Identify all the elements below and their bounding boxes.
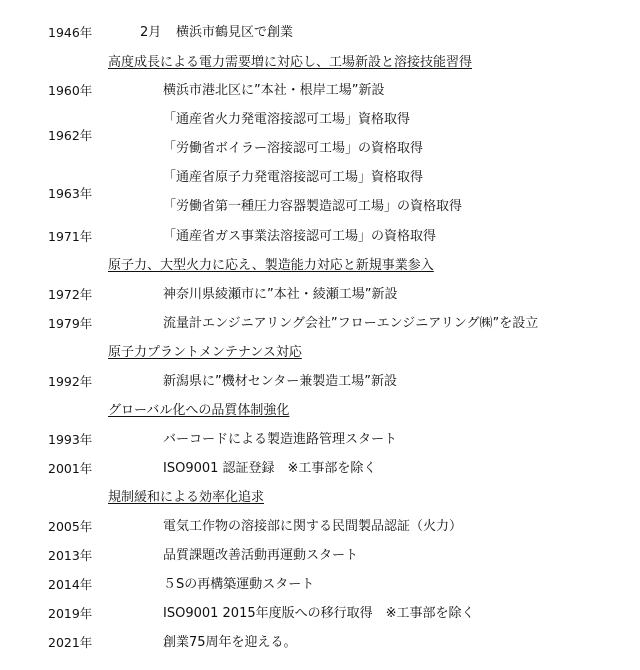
event-text: 「通産省ガス事業法溶接認可工場」の資格取得 bbox=[163, 229, 437, 244]
event-text: バーコードによる製造進路管理スタート bbox=[163, 432, 398, 447]
year-label: 1962年 bbox=[48, 128, 93, 143]
year-label: 1979年 bbox=[48, 316, 93, 331]
event-text: 「労働省ボイラー溶接認可工場」の資格取得 bbox=[163, 141, 424, 156]
event-text: 品質課題改善活動再運動スタート bbox=[163, 548, 359, 563]
section-heading: グローバル化への品質体制強化 bbox=[108, 403, 290, 418]
section-heading: 規制緩和による効率化追求 bbox=[108, 490, 265, 505]
event-text: ５Sの再構築運動スタート bbox=[163, 577, 315, 592]
section-heading: 原子力、大型火力に応え、製造能力対応と新規事業参入 bbox=[108, 258, 434, 273]
event-text: 横浜市港北区に”本社・根岸工場”新設 bbox=[163, 83, 385, 98]
year-label: 1972年 bbox=[48, 287, 93, 302]
year-label: 2021年 bbox=[48, 635, 93, 650]
year-label: 2013年 bbox=[48, 548, 93, 563]
year-label: 1992年 bbox=[48, 374, 93, 389]
year-label: 1993年 bbox=[48, 432, 93, 447]
event-text: 神奈川県綾瀬市に”本社・綾瀬工場”新設 bbox=[163, 287, 398, 302]
event-text: ISO9001 認証登録 ※工事部を除く bbox=[163, 461, 377, 476]
section-heading: 原子力プラントメンテナンス対応 bbox=[108, 345, 302, 360]
founding-month: 2月 bbox=[140, 25, 162, 40]
event-text: 流量計エンジニアリング会社”フローエンジニアリング㈱”を設立 bbox=[163, 316, 539, 331]
event-text: 電気工作物の溶接部に関する民間製品認証（火力） bbox=[163, 519, 463, 534]
year-label: 1946年 bbox=[48, 25, 93, 40]
year-label: 2001年 bbox=[48, 461, 93, 476]
section-heading: 高度成長による電力需要増に対応し、工場新設と溶接技能習得 bbox=[108, 55, 473, 70]
year-label: 1971年 bbox=[48, 229, 93, 244]
event-text: 「労働省第一種圧力容器製造認可工場」の資格取得 bbox=[163, 199, 463, 214]
year-label: 1963年 bbox=[48, 186, 93, 201]
event-text: 創業75周年を迎える。 bbox=[163, 635, 297, 650]
year-label: 1960年 bbox=[48, 83, 93, 98]
event-text: ISO9001 2015年度版への移行取得 ※工事部を除く bbox=[163, 606, 475, 621]
year-label: 2019年 bbox=[48, 606, 93, 621]
founding-event: 横浜市鶴見区で創業 bbox=[176, 25, 294, 40]
year-label: 2014年 bbox=[48, 577, 93, 592]
year-label: 2005年 bbox=[48, 519, 93, 534]
event-text: 新潟県に”機材センター兼製造工場”新設 bbox=[163, 374, 397, 389]
event-text: 「通産省火力発電溶接認可工場」資格取得 bbox=[163, 112, 411, 127]
event-text: 「通産省原子力発電溶接認可工場」資格取得 bbox=[163, 170, 424, 185]
